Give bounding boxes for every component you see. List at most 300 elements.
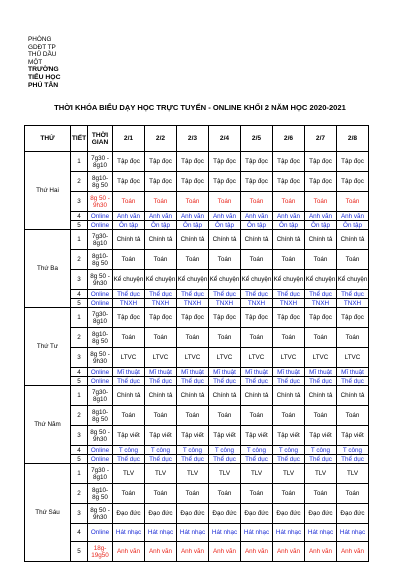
- table-row: [25, 250, 369, 270]
- subject-cell: Kể chuyện: [337, 270, 369, 290]
- subject-cell: Toán: [177, 484, 209, 504]
- subject-cell: Tập viết: [209, 426, 241, 446]
- table-row: [25, 230, 369, 250]
- table-row: [25, 542, 369, 562]
- subject-cell: Chính tả: [337, 386, 369, 406]
- school-name-line: TRƯỜNG: [28, 66, 59, 74]
- day-cell: Thứ Hai: [25, 152, 71, 230]
- time-cell: 7g30 - 8g10: [88, 152, 113, 172]
- subject-cell: Mĩ thuật: [177, 368, 209, 377]
- period-cell: 5: [71, 455, 88, 464]
- subject-cell: Kể chuyện: [273, 270, 305, 290]
- time-cell: 7g30- 8g10: [88, 230, 113, 250]
- subject-cell: Tập đọc: [241, 172, 273, 192]
- subject-cell: Anh văn: [337, 542, 369, 562]
- column-header: THỜI GIAN: [88, 126, 113, 152]
- subject-cell: Anh văn: [273, 542, 305, 562]
- subject-cell: Mĩ thuật: [273, 368, 305, 377]
- subject-cell: Thể dục: [145, 290, 177, 299]
- subject-cell: Chính tả: [113, 386, 145, 406]
- time-cell: Online: [88, 524, 113, 542]
- subject-cell: Tập viết: [145, 426, 177, 446]
- subject-cell: Tập viết: [241, 426, 273, 446]
- subject-cell: Anh văn: [209, 542, 241, 562]
- time-cell: 8g 50 - 9h30: [88, 192, 113, 212]
- table-row: [25, 406, 369, 426]
- subject-cell: Tập đọc: [305, 152, 337, 172]
- subject-cell: Tập viết: [305, 426, 337, 446]
- subject-cell: TLV: [273, 464, 305, 484]
- column-header: 2/6: [273, 126, 305, 152]
- subject-cell: Tập đọc: [273, 152, 305, 172]
- subject-cell: Toán: [177, 192, 209, 212]
- subject-cell: Anh văn: [305, 542, 337, 562]
- subject-cell: Toán: [305, 250, 337, 270]
- subject-cell: Thể dục: [241, 377, 273, 386]
- subject-cell: Thể dục: [305, 377, 337, 386]
- time-cell: 8g 50 - 9h30: [88, 270, 113, 290]
- subject-cell: Ôn tập: [337, 221, 369, 230]
- school-header: [28, 36, 60, 89]
- column-header: 2/8: [337, 126, 369, 152]
- table-row: [25, 464, 369, 484]
- subject-cell: Thể dục: [113, 290, 145, 299]
- subject-cell: Toán: [337, 484, 369, 504]
- subject-cell: Anh văn: [177, 212, 209, 221]
- day-cell: Thứ Năm: [25, 386, 71, 464]
- subject-cell: Tập viết: [337, 426, 369, 446]
- subject-cell: Chính tả: [209, 386, 241, 406]
- subject-cell: Hát nhạc: [273, 524, 305, 542]
- subject-cell: Ôn tập: [241, 221, 273, 230]
- subject-cell: Tập đọc: [337, 308, 369, 328]
- subject-cell: Mĩ thuật: [241, 368, 273, 377]
- column-header: TIẾT: [71, 126, 88, 152]
- subject-cell: Toán: [241, 484, 273, 504]
- subject-cell: Thể dục: [113, 455, 145, 464]
- page-title: THỜI KHÓA BIỂU DẠY HỌC TRỰC TUYẾN - ONLINE KHỐI 2 NĂM HỌC 2020-2021: [54, 103, 346, 112]
- time-cell: 8g10- 8g 50: [88, 484, 113, 504]
- subject-cell: Toán: [177, 250, 209, 270]
- subject-cell: Anh văn: [305, 212, 337, 221]
- subject-cell: Anh văn: [209, 212, 241, 221]
- subject-cell: Toán: [145, 484, 177, 504]
- table-row: [25, 192, 369, 212]
- time-cell: Online: [88, 221, 113, 230]
- subject-cell: Toán: [145, 406, 177, 426]
- subject-cell: Anh văn: [145, 212, 177, 221]
- subject-cell: T công: [337, 446, 369, 455]
- subject-cell: Thể dục: [177, 455, 209, 464]
- time-cell: Online: [88, 368, 113, 377]
- day-cell: Thứ Sáu: [25, 464, 71, 562]
- period-cell: 3: [71, 504, 88, 524]
- subject-cell: Thể dục: [305, 455, 337, 464]
- header-line: GDĐT TP: [28, 43, 56, 51]
- subject-cell: Toán: [113, 484, 145, 504]
- time-cell: Online: [88, 290, 113, 299]
- period-cell: 2: [71, 406, 88, 426]
- subject-cell: Thể dục: [305, 290, 337, 299]
- subject-cell: Đạo đức: [209, 504, 241, 524]
- subject-cell: Hát nhạc: [209, 524, 241, 542]
- subject-cell: Toán: [113, 250, 145, 270]
- table-row: [25, 524, 369, 542]
- subject-cell: Thể dục: [273, 290, 305, 299]
- subject-cell: Thể dục: [337, 455, 369, 464]
- subject-cell: Tập đọc: [273, 172, 305, 192]
- subject-cell: Ôn tập: [209, 221, 241, 230]
- time-cell: 8g 50 - 9h30: [88, 348, 113, 368]
- subject-cell: Toán: [305, 406, 337, 426]
- subject-cell: TLV: [145, 464, 177, 484]
- subject-cell: Đạo đức: [241, 504, 273, 524]
- table-row: [25, 270, 369, 290]
- subject-cell: Đạo đức: [177, 504, 209, 524]
- subject-cell: Chính tả: [145, 386, 177, 406]
- subject-cell: Hát nhạc: [177, 524, 209, 542]
- subject-cell: Tập đọc: [273, 308, 305, 328]
- subject-cell: LTVC: [209, 348, 241, 368]
- table-row: [25, 377, 369, 386]
- time-cell: Online: [88, 212, 113, 221]
- subject-cell: Mĩ thuật: [145, 368, 177, 377]
- subject-cell: Chính tả: [337, 230, 369, 250]
- subject-cell: Tập đọc: [241, 152, 273, 172]
- subject-cell: Chính tả: [209, 230, 241, 250]
- subject-cell: Toán: [113, 328, 145, 348]
- period-cell: 1: [71, 230, 88, 250]
- subject-cell: Toán: [241, 406, 273, 426]
- period-cell: 2: [71, 484, 88, 504]
- subject-cell: Mĩ thuật: [113, 368, 145, 377]
- subject-cell: Hát nhạc: [305, 524, 337, 542]
- subject-cell: Toán: [273, 484, 305, 504]
- subject-cell: Toán: [273, 406, 305, 426]
- period-cell: 2: [71, 328, 88, 348]
- day-cell: Thứ Ba: [25, 230, 71, 308]
- subject-cell: Toán: [241, 328, 273, 348]
- subject-cell: Ôn tập: [177, 221, 209, 230]
- subject-cell: Toán: [273, 192, 305, 212]
- period-cell: 5: [71, 221, 88, 230]
- period-cell: 1: [71, 308, 88, 328]
- subject-cell: Toán: [305, 328, 337, 348]
- time-cell: 18g-19g50: [88, 542, 113, 562]
- time-cell: 8g10- 8g 50: [88, 172, 113, 192]
- subject-cell: Chính tả: [241, 230, 273, 250]
- subject-cell: Kể chuyện: [241, 270, 273, 290]
- subject-cell: Ôn tập: [273, 221, 305, 230]
- subject-cell: LTVC: [177, 348, 209, 368]
- period-cell: 4: [71, 524, 88, 542]
- subject-cell: T công: [305, 446, 337, 455]
- subject-cell: Kể chuyện: [209, 270, 241, 290]
- subject-cell: TLV: [209, 464, 241, 484]
- subject-cell: Anh văn: [145, 542, 177, 562]
- subject-cell: Tập đọc: [113, 152, 145, 172]
- subject-cell: Tập viết: [177, 426, 209, 446]
- subject-cell: Toán: [177, 406, 209, 426]
- subject-cell: Anh văn: [113, 542, 145, 562]
- subject-cell: Toán: [273, 250, 305, 270]
- subject-cell: TLV: [305, 464, 337, 484]
- subject-cell: Đạo đức: [273, 504, 305, 524]
- header-line: THỦ DẦU: [28, 51, 57, 59]
- period-cell: 5: [71, 299, 88, 308]
- subject-cell: Chính tả: [305, 230, 337, 250]
- subject-cell: Thể dục: [241, 455, 273, 464]
- subject-cell: Tập viết: [273, 426, 305, 446]
- subject-cell: Chính tả: [177, 386, 209, 406]
- table-row: [25, 455, 369, 464]
- subject-cell: Toán: [241, 250, 273, 270]
- subject-cell: Chính tả: [145, 230, 177, 250]
- subject-cell: Tập đọc: [209, 172, 241, 192]
- subject-cell: TNXH: [145, 299, 177, 308]
- subject-cell: Thể dục: [113, 377, 145, 386]
- subject-cell: Tập đọc: [209, 308, 241, 328]
- header-line: PHÒNG: [28, 36, 52, 43]
- day-cell: Thứ Tư: [25, 308, 71, 386]
- subject-cell: TNXH: [113, 299, 145, 308]
- subject-cell: Toán: [241, 192, 273, 212]
- subject-cell: Tập đọc: [337, 172, 369, 192]
- period-cell: 1: [71, 464, 88, 484]
- subject-cell: Tập đọc: [241, 308, 273, 328]
- period-cell: 4: [71, 446, 88, 455]
- column-header: THỨ: [25, 126, 71, 152]
- subject-cell: TLV: [337, 464, 369, 484]
- subject-cell: Toán: [209, 406, 241, 426]
- subject-cell: LTVC: [145, 348, 177, 368]
- period-cell: 4: [71, 290, 88, 299]
- header-row: [25, 126, 369, 152]
- time-cell: 7g30 - 8g10: [88, 464, 113, 484]
- time-cell: 8g 50 - 9h30: [88, 426, 113, 446]
- subject-cell: Toán: [305, 484, 337, 504]
- subject-cell: Kể chuyện: [305, 270, 337, 290]
- subject-cell: Tập đọc: [113, 172, 145, 192]
- subject-cell: Đạo đức: [337, 504, 369, 524]
- column-header: 2/3: [177, 126, 209, 152]
- subject-cell: Toán: [273, 328, 305, 348]
- table-row: [25, 299, 369, 308]
- table-row: [25, 446, 369, 455]
- column-header: 2/5: [241, 126, 273, 152]
- subject-cell: Chính tả: [177, 230, 209, 250]
- time-cell: 8g10- 8g 50: [88, 250, 113, 270]
- period-cell: 3: [71, 192, 88, 212]
- subject-cell: Tập đọc: [177, 308, 209, 328]
- subject-cell: Thể dục: [209, 290, 241, 299]
- subject-cell: Anh văn: [241, 212, 273, 221]
- subject-cell: Toán: [145, 250, 177, 270]
- subject-cell: Anh văn: [177, 542, 209, 562]
- time-cell: 8g10- 8g 50: [88, 406, 113, 426]
- subject-cell: Tập đọc: [113, 308, 145, 328]
- subject-cell: T công: [209, 446, 241, 455]
- subject-cell: Thể dục: [273, 455, 305, 464]
- table-row: [25, 290, 369, 299]
- subject-cell: Kể chuyện: [177, 270, 209, 290]
- subject-cell: Toán: [337, 406, 369, 426]
- subject-cell: Ôn tập: [113, 221, 145, 230]
- subject-cell: T công: [241, 446, 273, 455]
- subject-cell: TLV: [177, 464, 209, 484]
- subject-cell: Thể dục: [177, 290, 209, 299]
- subject-cell: TNXH: [241, 299, 273, 308]
- subject-cell: TNXH: [337, 299, 369, 308]
- subject-cell: Toán: [305, 192, 337, 212]
- subject-cell: Tập viết: [113, 426, 145, 446]
- column-header: 2/7: [305, 126, 337, 152]
- table-row: [25, 221, 369, 230]
- subject-cell: LTVC: [337, 348, 369, 368]
- subject-cell: Anh văn: [337, 212, 369, 221]
- table-row: [25, 504, 369, 524]
- time-cell: 8g10- 8g 50: [88, 328, 113, 348]
- column-header: 2/1: [113, 126, 145, 152]
- period-cell: 5: [71, 377, 88, 386]
- subject-cell: Đạo đức: [113, 504, 145, 524]
- subject-cell: Hát nhạc: [113, 524, 145, 542]
- subject-cell: Anh văn: [273, 212, 305, 221]
- subject-cell: Tập đọc: [177, 152, 209, 172]
- subject-cell: TNXH: [209, 299, 241, 308]
- column-header: 2/4: [209, 126, 241, 152]
- school-name-line: PHÚ TÂN: [28, 81, 59, 89]
- subject-cell: Chính tả: [241, 386, 273, 406]
- period-cell: 4: [71, 212, 88, 221]
- timetable: [24, 125, 369, 562]
- subject-cell: Thể dục: [337, 290, 369, 299]
- subject-cell: LTVC: [241, 348, 273, 368]
- subject-cell: Toán: [337, 250, 369, 270]
- period-cell: 4: [71, 368, 88, 377]
- subject-cell: T công: [145, 446, 177, 455]
- time-cell: Online: [88, 377, 113, 386]
- subject-cell: Tập đọc: [177, 172, 209, 192]
- subject-cell: LTVC: [113, 348, 145, 368]
- subject-cell: Tập đọc: [337, 152, 369, 172]
- subject-cell: LTVC: [305, 348, 337, 368]
- table-row: [25, 426, 369, 446]
- subject-cell: LTVC: [273, 348, 305, 368]
- period-cell: 1: [71, 386, 88, 406]
- subject-cell: Chính tả: [273, 386, 305, 406]
- period-cell: 2: [71, 250, 88, 270]
- table-row: [25, 348, 369, 368]
- table-row: [25, 368, 369, 377]
- time-cell: Online: [88, 446, 113, 455]
- subject-cell: Đạo đức: [145, 504, 177, 524]
- subject-cell: Ôn tập: [145, 221, 177, 230]
- subject-cell: Thể dục: [209, 377, 241, 386]
- subject-cell: Toán: [113, 192, 145, 212]
- school-name-line: TIỂU HỌC: [28, 73, 61, 81]
- column-header: 2/2: [145, 126, 177, 152]
- time-cell: 7g30- 8g10: [88, 386, 113, 406]
- subject-cell: Mĩ thuật: [337, 368, 369, 377]
- subject-cell: Tập đọc: [145, 152, 177, 172]
- subject-cell: Toán: [337, 328, 369, 348]
- subject-cell: Kể chuyện: [113, 270, 145, 290]
- period-cell: 2: [71, 172, 88, 192]
- subject-cell: Tập đọc: [209, 152, 241, 172]
- period-cell: 3: [71, 348, 88, 368]
- subject-cell: Toán: [209, 484, 241, 504]
- subject-cell: Toán: [177, 328, 209, 348]
- subject-cell: Tập đọc: [305, 308, 337, 328]
- subject-cell: T công: [177, 446, 209, 455]
- header-line: MỘT: [28, 58, 43, 66]
- period-cell: 3: [71, 270, 88, 290]
- subject-cell: TNXH: [273, 299, 305, 308]
- table-row: [25, 484, 369, 504]
- subject-cell: Hát nhạc: [337, 524, 369, 542]
- table-row: [25, 308, 369, 328]
- subject-cell: Thể dục: [337, 377, 369, 386]
- period-cell: 3: [71, 426, 88, 446]
- table-row: [25, 172, 369, 192]
- subject-cell: Kể chuyện: [145, 270, 177, 290]
- subject-cell: Thể dục: [177, 377, 209, 386]
- subject-cell: Thể dục: [209, 455, 241, 464]
- subject-cell: TLV: [241, 464, 273, 484]
- table-row: [25, 328, 369, 348]
- subject-cell: Toán: [209, 250, 241, 270]
- subject-cell: TLV: [113, 464, 145, 484]
- table-row: [25, 152, 369, 172]
- time-cell: 8g 50 - 9h30: [88, 504, 113, 524]
- subject-cell: Đạo đức: [305, 504, 337, 524]
- subject-cell: Thể dục: [241, 290, 273, 299]
- subject-cell: Tập đọc: [305, 172, 337, 192]
- subject-cell: TNXH: [177, 299, 209, 308]
- subject-cell: Chính tả: [305, 386, 337, 406]
- subject-cell: Hát nhạc: [145, 524, 177, 542]
- subject-cell: Toán: [145, 192, 177, 212]
- period-cell: 1: [71, 152, 88, 172]
- time-cell: Online: [88, 455, 113, 464]
- subject-cell: Mĩ thuật: [305, 368, 337, 377]
- table-row: [25, 386, 369, 406]
- subject-cell: Chính tả: [113, 230, 145, 250]
- time-cell: Online: [88, 299, 113, 308]
- subject-cell: T công: [273, 446, 305, 455]
- table-row: [25, 212, 369, 221]
- subject-cell: Toán: [337, 192, 369, 212]
- subject-cell: Thể dục: [273, 377, 305, 386]
- subject-cell: T công: [113, 446, 145, 455]
- subject-cell: Tập đọc: [145, 172, 177, 192]
- subject-cell: Toán: [209, 192, 241, 212]
- subject-cell: Anh văn: [113, 212, 145, 221]
- subject-cell: Tập đọc: [145, 308, 177, 328]
- subject-cell: TNXH: [305, 299, 337, 308]
- time-cell: 7g30- 8g10: [88, 308, 113, 328]
- subject-cell: Toán: [209, 328, 241, 348]
- subject-cell: Thể dục: [145, 377, 177, 386]
- subject-cell: Thể dục: [145, 455, 177, 464]
- subject-cell: Mĩ thuật: [209, 368, 241, 377]
- subject-cell: Chính tả: [273, 230, 305, 250]
- subject-cell: Ôn tập: [305, 221, 337, 230]
- subject-cell: Anh văn: [241, 542, 273, 562]
- subject-cell: Toán: [113, 406, 145, 426]
- subject-cell: Toán: [145, 328, 177, 348]
